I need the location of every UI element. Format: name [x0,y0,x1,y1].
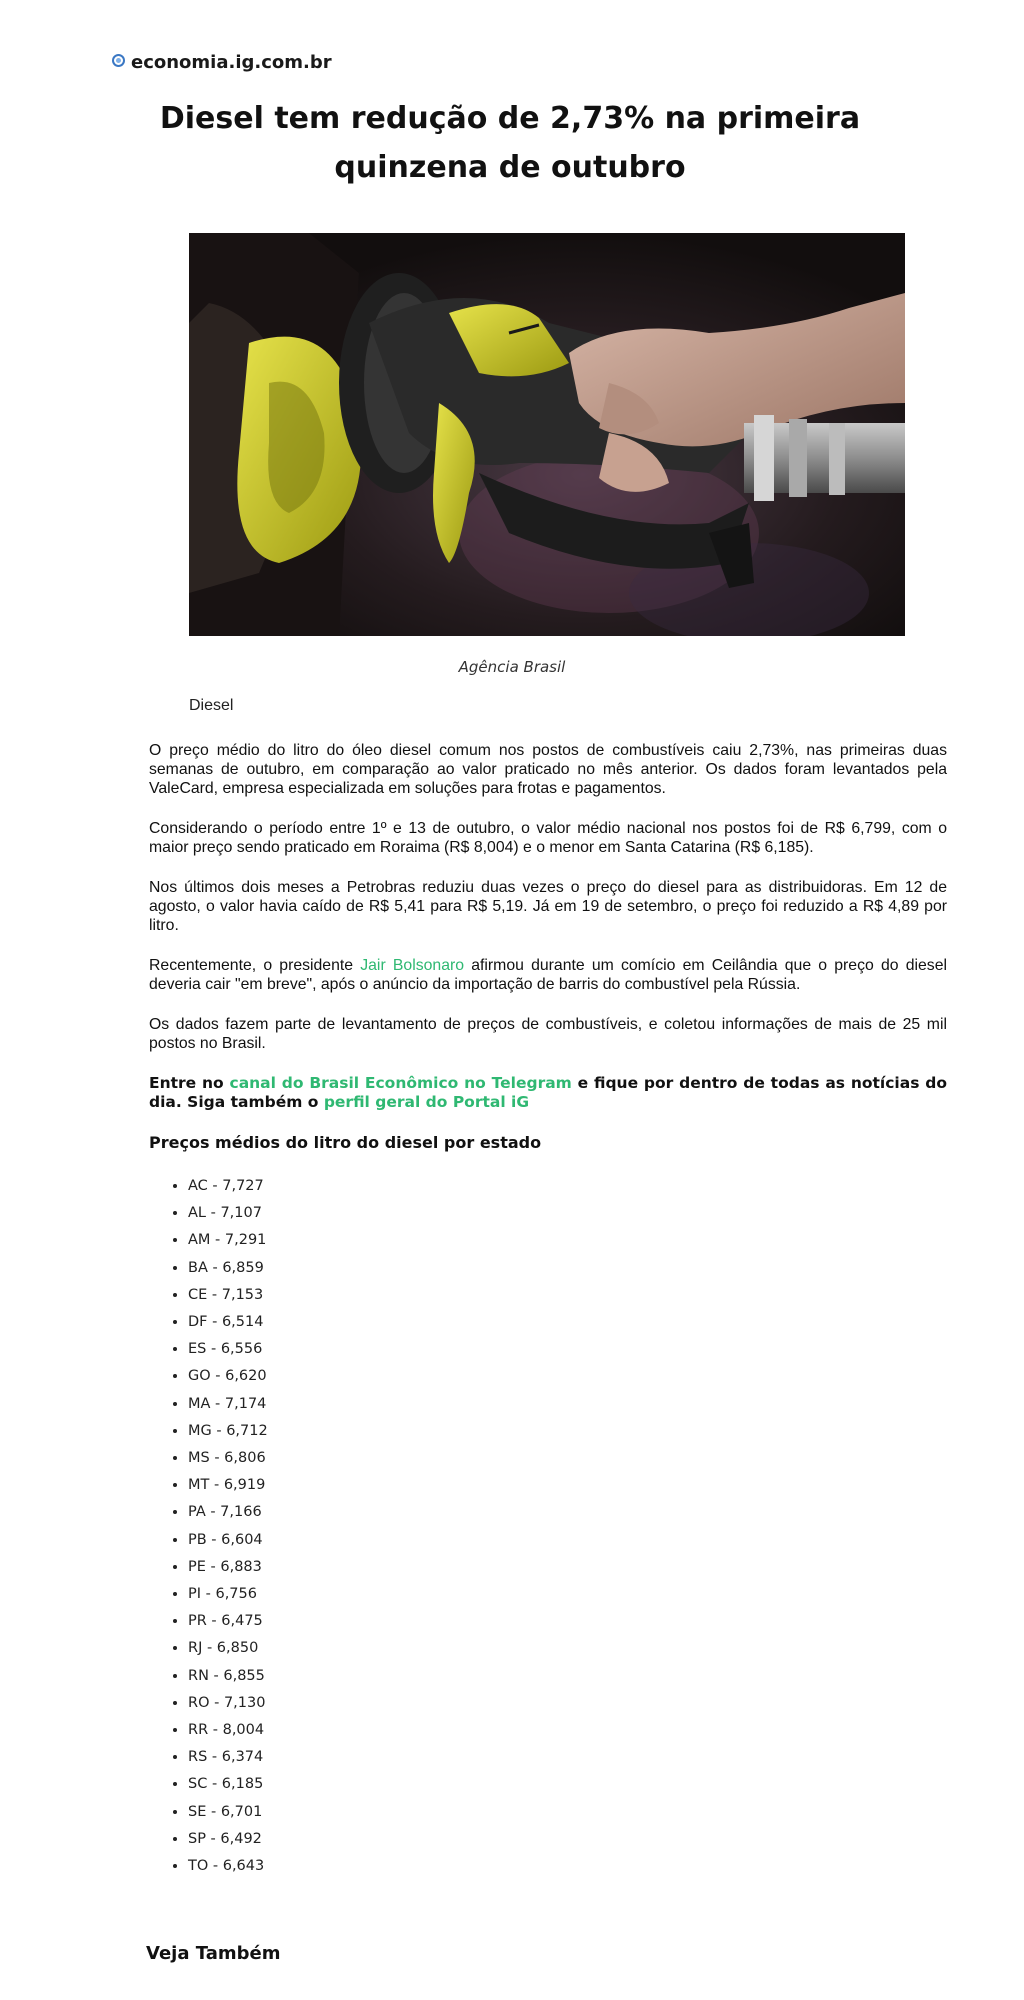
ig-globe-icon [112,54,125,67]
list-item: • RO - 7,130 [188,1690,947,1717]
portal-ig-profile-link[interactable]: perfil geral do Portal iG [323,1093,530,1111]
list-item: • ES - 6,556 [188,1336,947,1363]
list-item: • PI - 6,756 [188,1581,947,1608]
list-item: • PB - 6,604 [188,1527,947,1554]
paragraph-2: Considerando o período entre 1º e 13 de outubro, o valor médio nacional nos postos foi de R$ 6,799, com o maior preço sendo praticado em Roraima (R$ 8,004) e o menor em Santa Catarina (R$ 6,185). [149,820,947,856]
paragraph-4 [149,956,947,994]
paragraph-4-before: Recentemente, o presidente [149,957,361,974]
list-item: • PE - 6,883 [188,1554,947,1581]
fuel-nozzle-photo [189,233,905,636]
list-item: • TO - 6,643 [188,1853,947,1880]
telegram-channel-link[interactable]: canal do Brasil Econômico no Telegram [229,1074,572,1092]
list-item: • MS - 6,806 [188,1445,947,1472]
list-item: • PA - 7,166 [188,1499,947,1526]
paragraph-1: O preço médio do litro do óleo diesel comum nos postos de combustíveis caiu 2,73%, nas primeiras duas semanas de outubro, em comparação ao valor praticado no mês anterior. Os dados foram levantados pela ValeCard, empresa especializada em soluções para frotas e pagamentos. [149,742,947,797]
list-item: • AL - 7,107 [188,1200,947,1227]
see-also-heading: Veja Também [146,1943,281,1964]
list-item: • MA - 7,174 [188,1391,947,1418]
cta-part-2: e fique por dentro de todas as notícias do dia. Siga também o [149,1074,947,1111]
telegram-cta [149,1074,947,1112]
list-item: • GO - 6,620 [188,1363,947,1390]
paragraph-4-after: afirmou durante um comício em Ceilândia que o preço do diesel deveria cair "em breve", após o anúncio da importação de barris do combustível pela Rússia. [149,957,947,993]
list-item: • SP - 6,492 [188,1826,947,1853]
list-item: • SC - 6,185 [188,1771,947,1798]
article-title: Diesel tem redução de 2,73% na primeira quinzena de outubro [159,101,861,185]
list-item: • SE - 6,701 [188,1799,947,1826]
list-item: • RS - 6,374 [188,1744,947,1771]
list-item: • AM - 7,291 [188,1227,947,1254]
list-item: • BA - 6,859 [188,1255,947,1282]
list-item: • MG - 6,712 [188,1418,947,1445]
cta-part-1: Entre no [149,1074,230,1092]
prices-list-title: Preços médios do litro do diesel por estado [149,1133,542,1152]
site-header[interactable] [112,52,332,73]
bolsonaro-link[interactable]: Jair Bolsonaro [360,957,465,974]
image-caption: Agência Brasil [458,658,566,676]
paragraph-5: Os dados fazem parte de levantamento de preços de combustíveis, e coletou informações de mais de 25 mil postos no Brasil. [149,1016,947,1052]
image-credit: Diesel [189,697,234,714]
list-item: • MT - 6,919 [188,1472,947,1499]
list-item: • DF - 6,514 [188,1309,947,1336]
paragraph-3: Nos últimos dois meses a Petrobras reduziu duas vezes o preço do diesel para as distribuidoras. Em 12 de agosto, o valor havia caído de R$ 5,41 para R$ 5,19. Já em 19 de setembro, o preço foi reduzido a R$ 4,89 por litro. [149,879,947,934]
list-item: • AC - 7,727 [188,1173,947,1200]
prices-list [149,1173,947,1880]
list-item: • RR - 8,004 [188,1717,947,1744]
list-item: • RJ - 6,850 [188,1635,947,1662]
article-image [189,233,905,636]
site-name[interactable]: economia.ig.com.br [131,52,332,73]
article-body [149,741,947,1880]
list-item: • CE - 7,153 [188,1282,947,1309]
list-item: • RN - 6,855 [188,1663,947,1690]
list-item: • PR - 6,475 [188,1608,947,1635]
